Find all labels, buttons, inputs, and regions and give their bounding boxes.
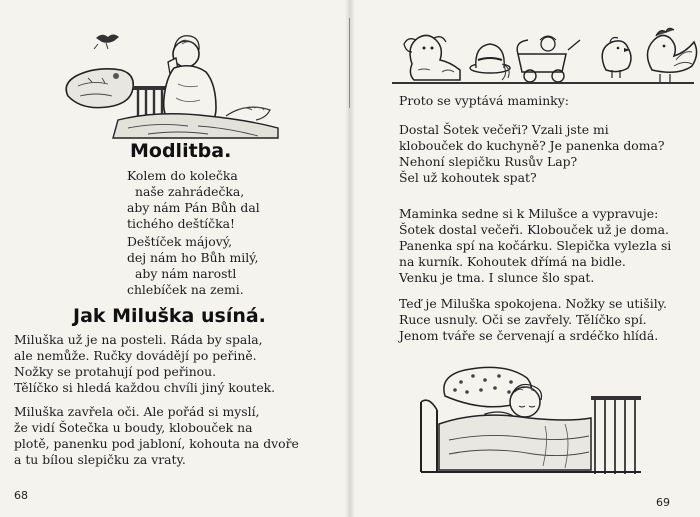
prayer-title: Modlitba. — [130, 140, 232, 162]
toys-row-icon — [390, 24, 700, 86]
text-line: Proto se vyptává maminky: — [399, 93, 569, 108]
text-line: Šotek dostal večeři. Klobouček už je doma. — [399, 222, 669, 237]
text-line: Nehoní slepičku Rusův Lap? — [399, 154, 578, 169]
text-line: Teď je Miluška spokojena. Nožky se utišily. — [399, 296, 667, 311]
text-line: ale nemůže. Ručky dovádějí po peřině. — [14, 348, 257, 363]
intro-paragraph — [399, 93, 569, 109]
verse-line: naše zahrádečka, — [135, 184, 245, 199]
mother-answer-paragraph — [399, 206, 671, 286]
story-paragraph-2 — [14, 404, 299, 468]
page-number-right: 69 — [656, 496, 670, 509]
story-title: Jak Miluška usíná. — [73, 305, 266, 327]
text-line: Tělíčko si hledá každou chvíli jiný koutek. — [14, 380, 276, 395]
verse-line: dej nám ho Bůh milý, — [127, 250, 259, 265]
text-line: Miluška už je na posteli. Ráda by spala, — [14, 332, 263, 347]
prayer-verse-1 — [127, 168, 260, 232]
text-line: Maminka sedne si k Milušce a vypravuje: — [399, 206, 659, 221]
text-line: Ruce usnuly. Oči se zavřely. Tělíčko spí. — [399, 312, 647, 327]
gutter-line — [349, 18, 350, 108]
verse-line: aby nám narostl — [135, 266, 237, 281]
ending-paragraph — [399, 296, 667, 344]
text-line: klobouček do kuchyně? Je panenka doma? — [399, 138, 665, 153]
text-line: Jenom tváře se červenají a srdéčko hlídá. — [399, 328, 659, 343]
text-line: Nožky se protahují pod peřinou. — [14, 364, 217, 379]
page-number-left: 68 — [14, 489, 28, 502]
verse-line: Kolem do kolečka — [127, 168, 238, 183]
verse-line: tichého deštíčka! — [127, 216, 235, 231]
text-line: Dostal Šotek večeři? Vzali jste mi — [399, 122, 609, 137]
text-line: Panenka spí na kočárku. Slepička vylezla si — [399, 238, 672, 253]
verse-line: aby nám Pán Bůh dal — [127, 200, 260, 215]
sleeping-child-icon — [415, 362, 645, 480]
story-paragraph-1 — [14, 332, 275, 396]
text-line: Miluška zavřela oči. Ale pořád si myslí, — [14, 404, 260, 419]
text-line: Šel už kohoutek spat? — [399, 170, 537, 185]
right-page — [352, 0, 700, 517]
text-line: plotě, panenku pod jabloní, kohouta na dvoře — [14, 436, 299, 451]
verse-line: Deštíček májový, — [127, 234, 233, 249]
questions-paragraph — [399, 122, 665, 186]
prayer-verse-2 — [127, 234, 258, 298]
verse-line: chlebíček na zemi. — [127, 282, 244, 297]
left-page — [0, 0, 348, 517]
illustration-baseline — [392, 82, 694, 84]
text-line: na kurník. Kohoutek dřímá na bidle. — [399, 254, 626, 269]
text-line: Venku je tma. I slunce šlo spat. — [399, 270, 595, 285]
text-line: že vidí Šotečka u boudy, klobouček na — [14, 420, 253, 435]
text-line: a tu bílou slepičku za vraty. — [14, 452, 186, 467]
praying-child-in-bed-icon — [58, 24, 283, 144]
